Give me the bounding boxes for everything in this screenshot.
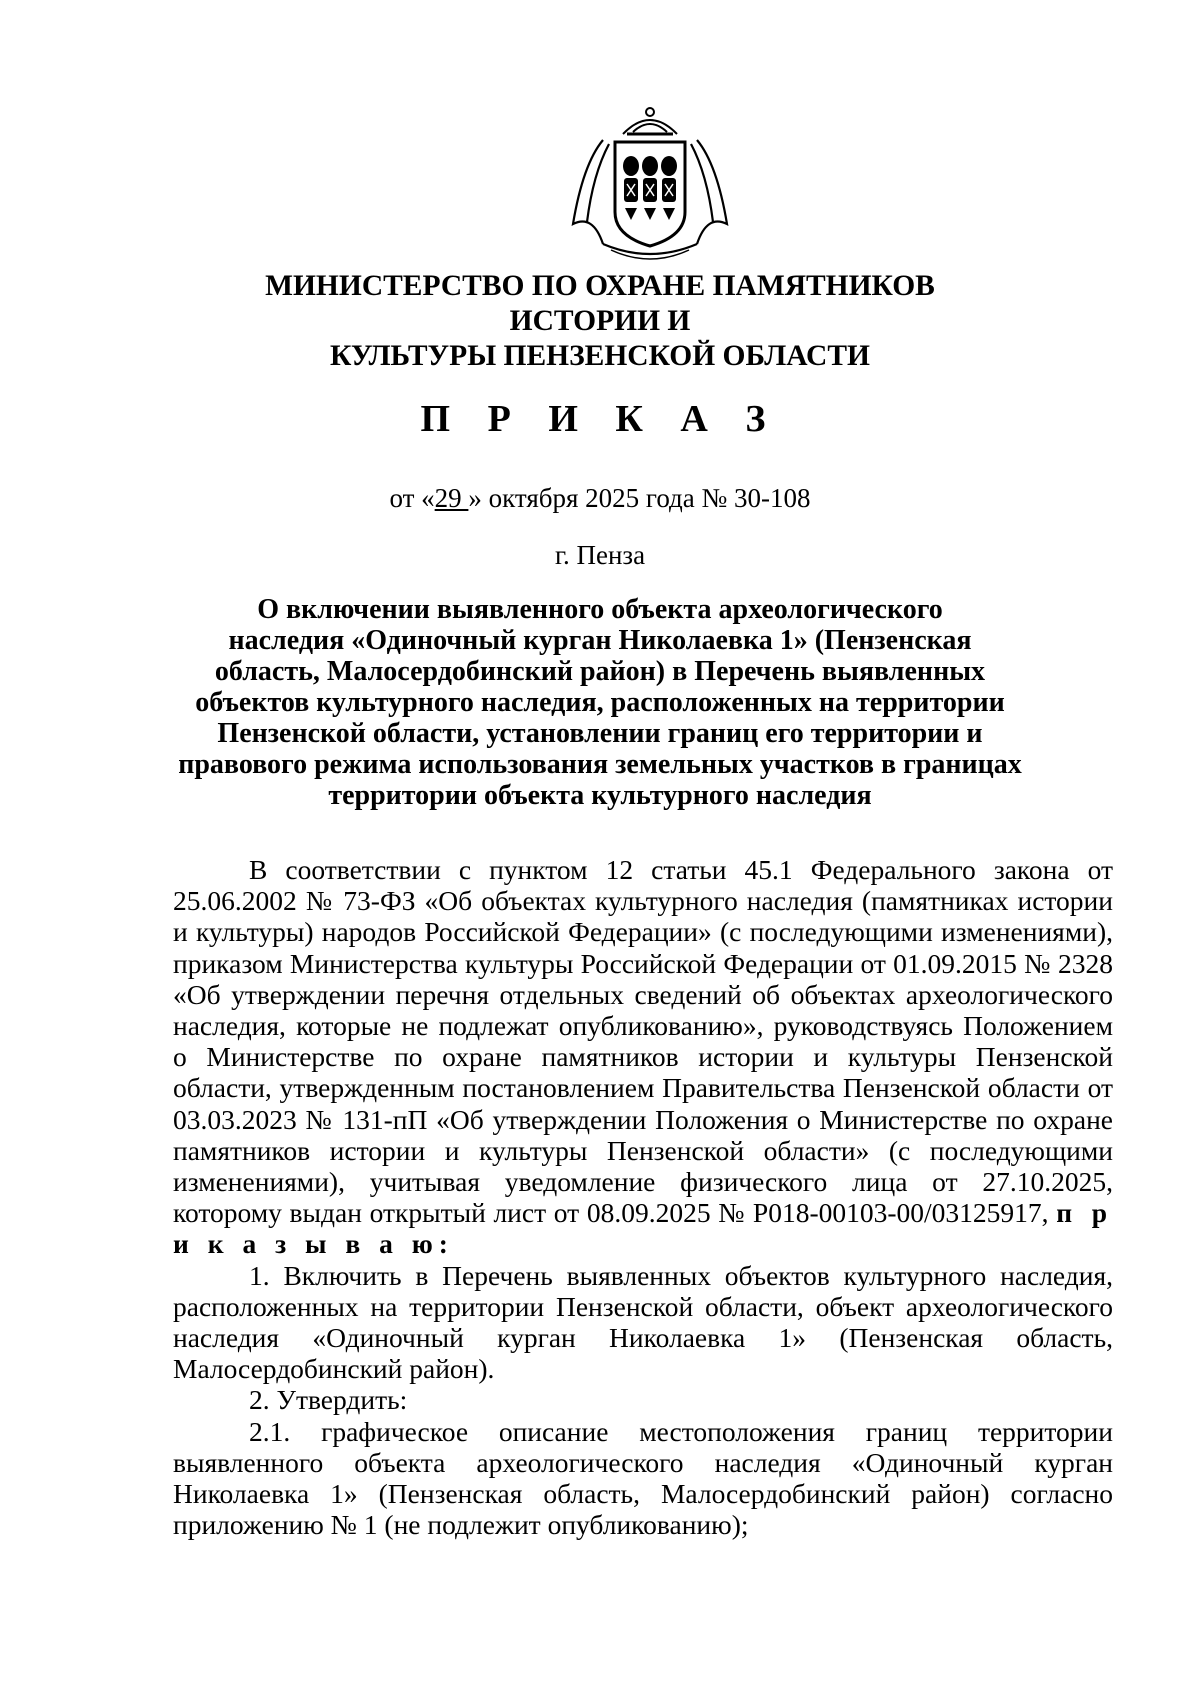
- item-1-paragraph: 1. Включить в Перечень выявленных объектов культурного наследия, расположенных на территории Пензенской области, объект археологического наследия «Одиночный курган Николаевка 1» (Пензенская область, Малосердобинский район).: [173, 1259, 1113, 1385]
- subject-line: область, Малосердобинский район) в Перечень выявленных: [214, 656, 986, 687]
- subject-line: наследия «Одиночный курган Николаевка 1» (Пензенская: [228, 625, 972, 656]
- order-date-number: [200, 481, 1000, 515]
- ministry-name-line1: МИНИСТЕРСТВО ПО ОХРАНЕ ПАМЯТНИКОВ ИСТОРИИ И: [265, 270, 935, 337]
- order-body: [173, 854, 1113, 1540]
- subject-line: территории объекта культурного наследия: [328, 780, 872, 811]
- order-subject: [170, 594, 1030, 811]
- subject-line: объектов культурного наследия, расположенных на территории: [195, 687, 1005, 718]
- subject-line: правового режима использования земельных участков в границах: [178, 749, 1022, 780]
- date-prefix: от «: [389, 483, 435, 513]
- city: г. Пенза: [554, 540, 646, 570]
- item-2-1-paragraph: 2.1. графическое описание местоположения границ территории выявленного объекта археологического наследия «Одиночный курган Николаевка 1» (Пензенская область, Малосердобинский район) согласно приложению № 1 (не подлежит опубликованию);: [173, 1415, 1113, 1541]
- subject-line: Пензенской области, установлении границ его территории и: [217, 718, 983, 749]
- date-rest: » октября 2025 года № 30-108: [468, 483, 811, 513]
- ministry-name-line2: КУЛЬТУРЫ ПЕНЗЕНСКОЙ ОБЛАСТИ: [330, 340, 870, 372]
- order-word: п р и к а з ы в а ю:: [173, 1197, 1114, 1260]
- document-type-title: П Р И К А З: [420, 398, 780, 440]
- item-2-paragraph: 2. Утвердить:: [249, 1384, 408, 1416]
- ministry-name: [200, 269, 1000, 374]
- coat-of-arms-emblem: [563, 104, 737, 264]
- preamble-paragraph: [173, 854, 1113, 1260]
- subject-line: О включении выявленного объекта археологического: [257, 594, 943, 625]
- preamble-text: В соответствии с пунктом 12 статьи 45.1 Федерального закона от 25.06.2002 № 73-ФЗ «Об объектах культурного наследия (памятниках истории и культуры) народов Российской Федерации» (с последующими изменениями), приказом Министерства культуры Российской Федерации от 01.09.2015 № 2328 «Об утверждении перечня отдельных сведений об объектах археологического наследия, которые не подлежат опубликованию», руководствуясь Положением о Министерстве по охране памятников истории и культуры Пензенской области, утвержденным постановлением Правительства Пензенской области от 03.03.2023 № 131-пП «Об утверждении Положения о Министерстве по охране памятников истории и культуры Пензенской области» (с последующими изменениями), учитывая уведомление физического лица от 27.10.2025, которому выдан открытый лист от 08.09.2025 № Р018-00103-00/03125917,: [173, 854, 1113, 1229]
- date-day: 29: [434, 483, 469, 513]
